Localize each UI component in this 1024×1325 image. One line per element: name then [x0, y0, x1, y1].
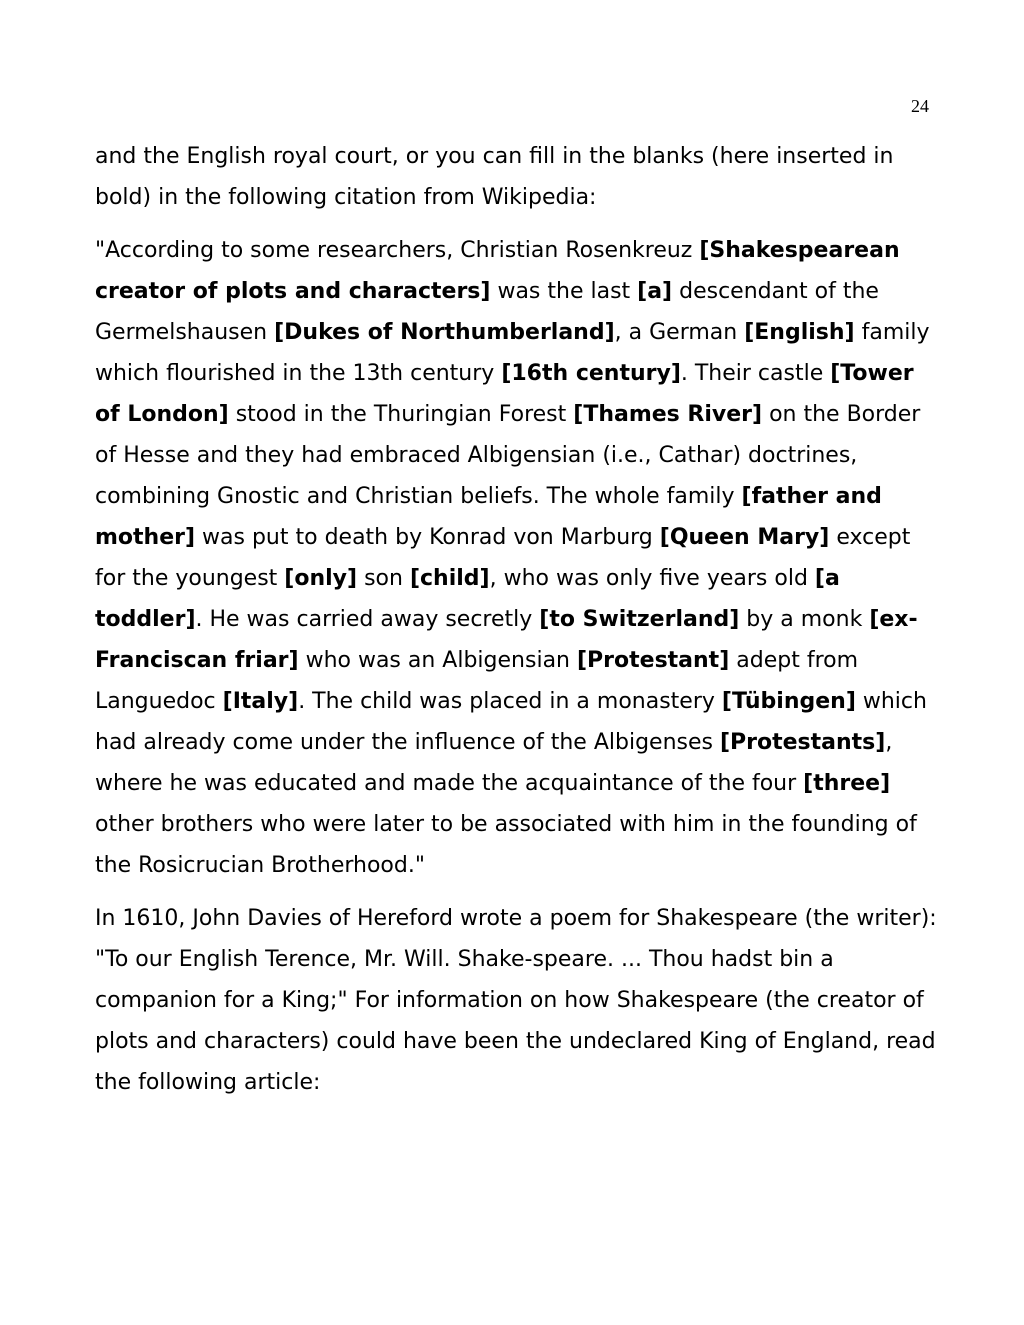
bold-insertion: [Italy]: [222, 689, 299, 714]
text-run: other brothers who were later to be associated with him in the founding of the Rosicrucian Brotherhood.": [95, 812, 917, 878]
page-number: 24: [911, 96, 929, 116]
bold-insertion: [to Switzerland]: [539, 607, 740, 632]
bold-insertion: [child]: [409, 566, 490, 591]
bold-insertion: [16th century]: [501, 361, 681, 386]
text-run: . He was carried away secretly: [195, 607, 540, 632]
text-run: and the English royal court, or you can fill in the blanks (here inserted in bold) in the following citation from Wikipedia:: [95, 144, 894, 210]
bold-insertion: [Dukes of Northumberland]: [274, 320, 615, 345]
bold-insertion: [father and mother]: [95, 484, 882, 550]
text-run: family which flourished in the 13th century: [95, 320, 930, 386]
text-run: , who was only five years old: [489, 566, 815, 591]
bold-insertion: [Thames River]: [573, 402, 763, 427]
text-run: on the Border of Hesse and they had embraced Albigensian (i.e., Cathar) doctrines, combining Gnostic and Christian beliefs. The whole family: [95, 402, 921, 509]
text-run: was the last: [490, 279, 638, 304]
paragraph: [95, 898, 937, 1103]
text-run: . The child was placed in a monastery: [298, 689, 722, 714]
text-run: son: [357, 566, 410, 591]
text-run: stood in the Thuringian Forest: [228, 402, 574, 427]
bold-insertion: [ex-Franciscan friar]: [95, 607, 918, 673]
bold-insertion: [Shakespearean creator of plots and characters]: [95, 238, 900, 304]
document-body: [95, 136, 937, 1115]
bold-insertion: [Protestants]: [719, 730, 886, 755]
paragraph: [95, 230, 937, 886]
text-run: by a monk: [739, 607, 870, 632]
text-run: , a German: [614, 320, 745, 345]
text-run: was put to death by Konrad von Marburg: [195, 525, 660, 550]
text-run: except for the youngest: [95, 525, 911, 591]
text-run: . Their castle: [680, 361, 831, 386]
bold-insertion: [a toddler]: [95, 566, 840, 632]
bold-insertion: [Queen Mary]: [659, 525, 830, 550]
bold-insertion: [three]: [803, 771, 891, 796]
text-run: In 1610, John Davies of Hereford wrote a poem for Shakespeare (the writer): "To our English Terence, Mr. Will. Shake-speare. ... Thou hadst bin a companion for a King;" For information on how Shakespeare (the creator of plots and characters) could have been the undeclared King of England, read the following article:: [95, 906, 937, 1095]
text-run: "According to some researchers, Christian Rosenkreuz: [95, 238, 700, 263]
text-run: descendant of the Germelshausen: [95, 279, 879, 345]
bold-insertion: [Protestant]: [576, 648, 730, 673]
text-run: , where he was educated and made the acquaintance of the four: [95, 730, 893, 796]
bold-insertion: [a]: [637, 279, 673, 304]
paragraph: [95, 136, 937, 218]
bold-insertion: [Tower of London]: [95, 361, 914, 427]
bold-insertion: [Tübingen]: [721, 689, 856, 714]
text-run: which had already come under the influence of the Albigenses: [95, 689, 927, 755]
bold-insertion: [English]: [744, 320, 855, 345]
text-run: who was an Albigensian: [298, 648, 577, 673]
bold-insertion: [only]: [284, 566, 358, 591]
text-run: adept from Languedoc: [95, 648, 859, 714]
